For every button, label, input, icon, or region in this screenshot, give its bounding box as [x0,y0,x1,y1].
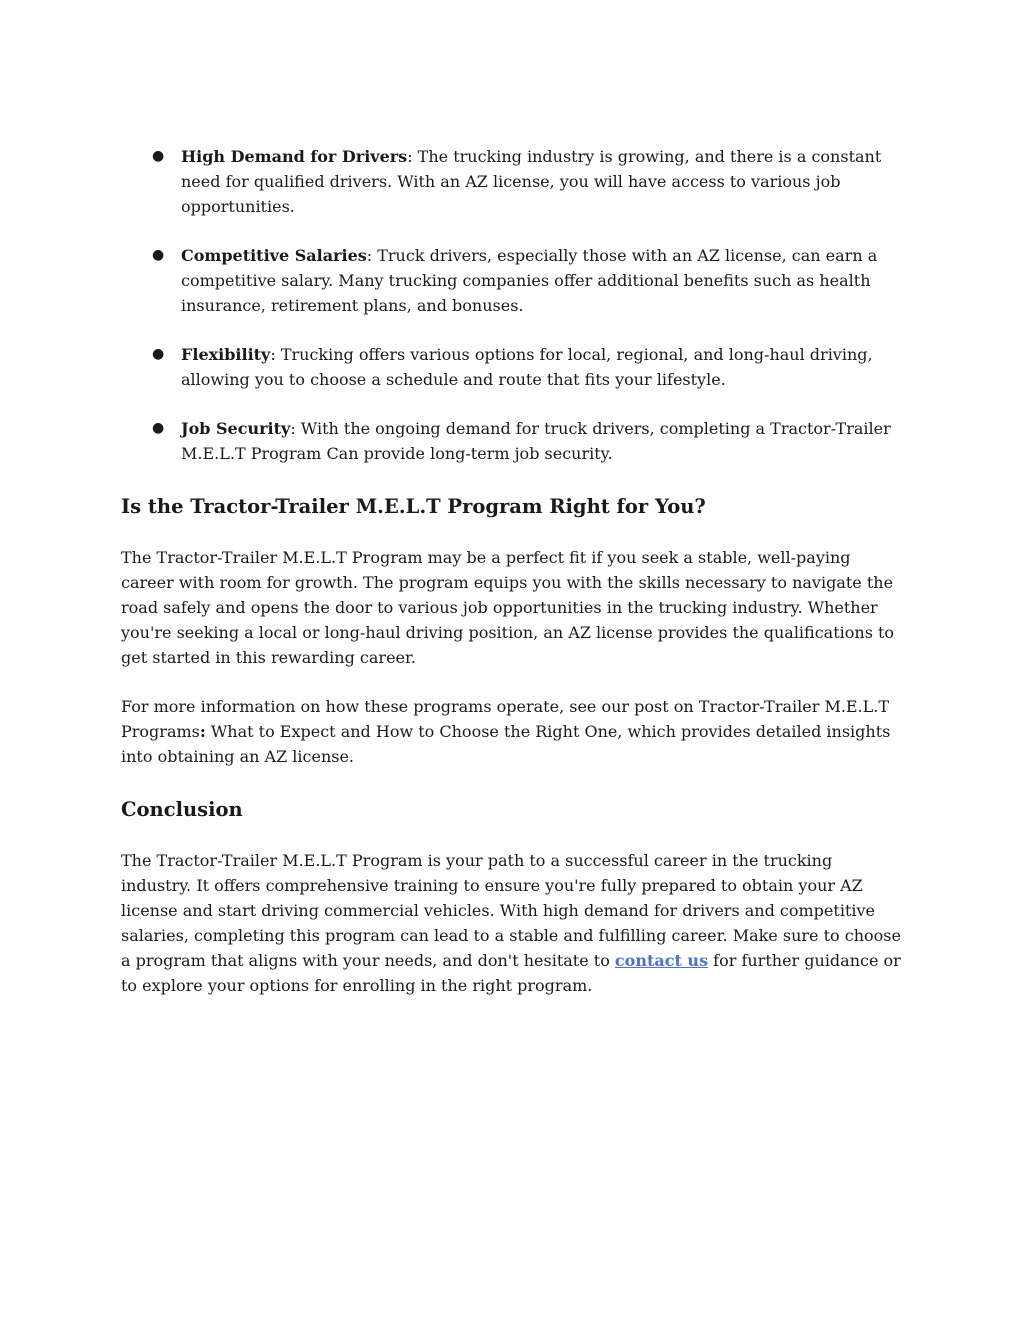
more-info-text-after: What to Expect and How to Choose the Right One, which provides detailed insights into obtaining an AZ license. [121,722,891,766]
document-content [121,144,907,1022]
benefit-text: : Truck drivers, especially those with an AZ license, can earn a competitive salary. Many trucking companies offer additional benefits such as health insurance, retirement plans, and bonuses. [181,246,878,315]
benefit-term: Job Security [181,419,291,438]
benefit-text: : Trucking offers various options for local, regional, and long-haul driving, allowing you to choose a schedule and route that fits your lifestyle. [181,345,873,389]
more-info-colon: : [199,722,206,741]
list-item [121,416,907,466]
conclusion-text-after: for further guidance or to explore your options for enrolling in the right program. [121,951,901,995]
list-item [121,144,907,219]
benefit-term: High Demand for Drivers [181,147,408,166]
list-item [121,243,907,318]
benefit-term: Competitive Salaries [181,246,367,265]
benefit-text: : The trucking industry is growing, and there is a constant need for qualified drivers. With an AZ license, you will have access to various job opportunities. [181,147,882,216]
list-item [121,342,907,392]
conclusion-text-before: The Tractor-Trailer M.E.L.T Program is your path to a successful career in the trucking industry. It offers comprehensive training to ensure you're fully prepared to obtain your AZ license and start driving commercial vehicles. With high demand for drivers and competitive salaries, completing this program can lead to a stable and fulfilling career. Make sure to choose a program that aligns with your needs, and don't hesitate to [121,851,901,970]
benefit-term: Flexibility [181,345,271,364]
contact-us-link[interactable]: contact us [614,951,709,970]
conclusion-paragraph [121,848,907,998]
benefits-list [121,144,907,466]
benefit-text: : With the ongoing demand for truck drivers, completing a Tractor-Trailer M.E.L.T Program Can provide long-term job security. [181,419,891,463]
bullet-icon: ● [152,420,165,436]
bullet-icon: ● [152,346,165,362]
right-for-you-paragraph: The Tractor-Trailer M.E.L.T Program may be a perfect fit if you seek a stable, well-paying career with room for growth. The program equips you with the skills necessary to navigate the road safely and opens the door to various job opportunities in the trucking industry. Whether you're seeking a local or long-haul driving position, an AZ license provides the qualifications to get started in this rewarding career. [121,548,895,667]
bullet-icon: ● [152,148,165,164]
more-info-text-before: For more information on how these programs operate, see our post on Tractor-Trailer M.E.L.T Programs [121,697,890,741]
more-info-paragraph [121,694,907,769]
section-heading-right-for-you: Is the Tractor-Trailer M.E.L.T Program Right for You? [121,495,706,518]
bullet-icon: ● [152,247,165,263]
section-heading-conclusion: Conclusion [121,798,243,821]
